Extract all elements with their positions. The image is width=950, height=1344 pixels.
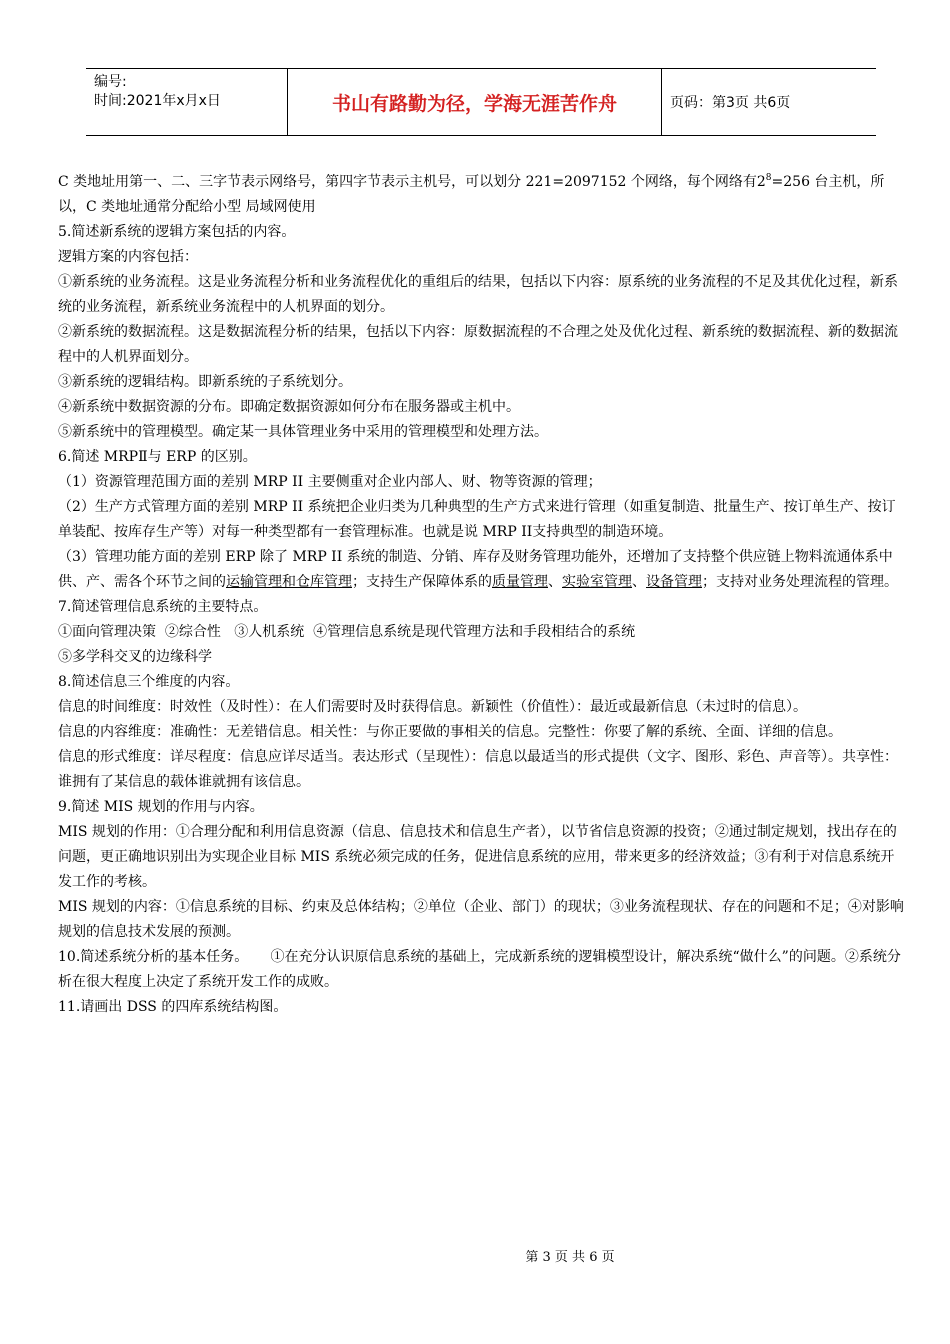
text-class-c-line1: C 类地址用第一、二、三字节表示网络号，第四字节表示主机号，可以划分 221=2097152 个网络，每个网络有 [58,174,757,190]
question-7-item-2: ⑤多学科交叉的边缘科学 [58,649,212,665]
page-footer: 第 3 页 共 6 页 [525,1250,615,1265]
header-motto: 书山有路勤为径，学海无涯苦作舟 [287,69,662,135]
text-q6-3a: （3）管理功能方面的差别 ERP 除了 MRP II 系统的制造、分销、库存及财务管理功能外，还增加了支持整个供应链上物料流通体系中供、产、需各个环节之间的 [58,549,893,590]
question-8-item-2: 信息的内容维度：准确性：无差错信息。相关性：与你正要做的事相关的信息。完整性：你要了解的系统、全面、详细的信息。 [58,724,842,740]
paragraph-class-c [58,170,906,220]
underlined-quality-management: 质量管理 [492,574,548,590]
question-6-item-3 [58,545,906,595]
question-5-intro: 逻辑方案的内容包括： [58,249,198,265]
text-q6-3c: 、 [548,574,562,590]
underlined-transport-warehouse: 运输管理和仓库管理 [226,574,352,590]
text-class-c-exponent: 8 [765,173,772,183]
question-7-heading: 7.简述管理信息系统的主要特点。 [58,599,268,615]
header-meta [94,73,289,111]
text-q6-3e: ；支持对业务处理流程的管理。 [702,574,898,590]
question-5-item-3: ③新系统的逻辑结构。即新系统的子系统划分。 [58,374,352,390]
question-9-item-2: MIS 规划的内容：①信息系统的目标、约束及总体结构；②单位（企业、部门）的现状；③业务流程现状、存在的问题和不足；④对影响规划的信息技术发展的预测。 [58,899,904,940]
question-11-heading: 11.请画出 DSS 的四库系统结构图。 [58,999,288,1015]
question-5-heading: 5.简述新系统的逻辑方案包括的内容。 [58,224,296,240]
header-time-label: 时间:2021年x月x日 [94,93,221,109]
question-8-item-3: 信息的形式维度：详尽程度：信息应详尽适当。表达形式（呈现性）：信息以最适当的形式提供（文字、图形、彩色、声音等）。共享性：谁拥有了某信息的载体谁就拥有该信息。 [58,749,898,790]
page-header [86,68,876,136]
question-8-heading: 8.简述信息三个维度的内容。 [58,674,240,690]
question-5-item-4: ④新系统中数据资源的分布。即确定数据资源如何分布在服务器或主机中。 [58,399,520,415]
question-6-item-2: （2）生产方式管理方面的差别 MRP II 系统把企业归类为几种典型的生产方式来进行管理（如重复制造、批量生产、按订单生产、按订单装配、按库存生产等）对每一种类型都有一套管理标准。也就是说 MRP II支持典型的制造环境。 [58,499,896,540]
question-5-item-1: ①新系统的业务流程。这是业务流程分析和业务流程优化的重组后的结果，包括以下内容：原系统的业务流程的不足及其优化过程，新系统的业务流程，新系统业务流程中的人机界面的划分。 [58,274,898,315]
text-q6-3d: 、 [632,574,646,590]
question-9-heading: 9.简述 MIS 规划的作用与内容。 [58,799,264,815]
header-page-info: 页码：第3页 共6页 [670,95,791,111]
question-5-item-2: ②新系统的数据流程。这是数据流程分析的结果，包括以下内容：原数据流程的不合理之处及优化过程、新系统的数据流程、新的数据流程中的人机界面划分。 [58,324,898,365]
question-7-item-1: ①面向管理决策 ②综合性 ③人机系统 ④管理信息系统是现代管理方法和手段相结合的系统 [58,624,636,640]
text-q6-3b: ；支持生产保障体系的 [352,574,492,590]
document-body [58,170,906,1020]
text-class-c-base: 2 [756,174,766,190]
header-number-label: 编号: [94,74,127,90]
text-class-c-rest: =256 台主机，所以，C 类地址通常分配给小型 局域网使用 [58,174,885,215]
underlined-lab-management: 实验室管理 [562,574,632,590]
question-6-heading: 6.简述 MRPⅡ与 ERP 的区别。 [58,449,257,465]
question-6-item-1: （1）资源管理范围方面的差别 MRP II 主要侧重对企业内部人、财、物等资源的管理； [58,474,602,490]
underlined-equipment-management: 设备管理 [646,574,702,590]
question-8-item-1: 信息的时间维度：时效性（及时性）：在人们需要时及时获得信息。新颖性（价值性）：最近或最新信息（未过时的信息）。 [58,699,807,715]
question-10: 10.简述系统分析的基本任务。 ①在充分认识原信息系统的基础上，完成新系统的逻辑模型设计，解决系统“做什么”的问题。②系统分析在很大程度上决定了系统开发工作的成败。 [58,949,901,990]
question-5-item-5: ⑤新系统中的管理模型。确定某一具体管理业务中采用的管理模型和处理方法。 [58,424,548,440]
question-9-item-1: MIS 规划的作用：①合理分配和利用信息资源（信息、信息技术和信息生产者），以节省信息资源的投资；②通过制定规划，找出存在的问题，更正确地识别出为实现企业目标 MIS 系统必须完成的任务，促进信息系统的应用，带来更多的经济效益；③有利于对信息系统开发工作的考核。 [58,824,897,890]
